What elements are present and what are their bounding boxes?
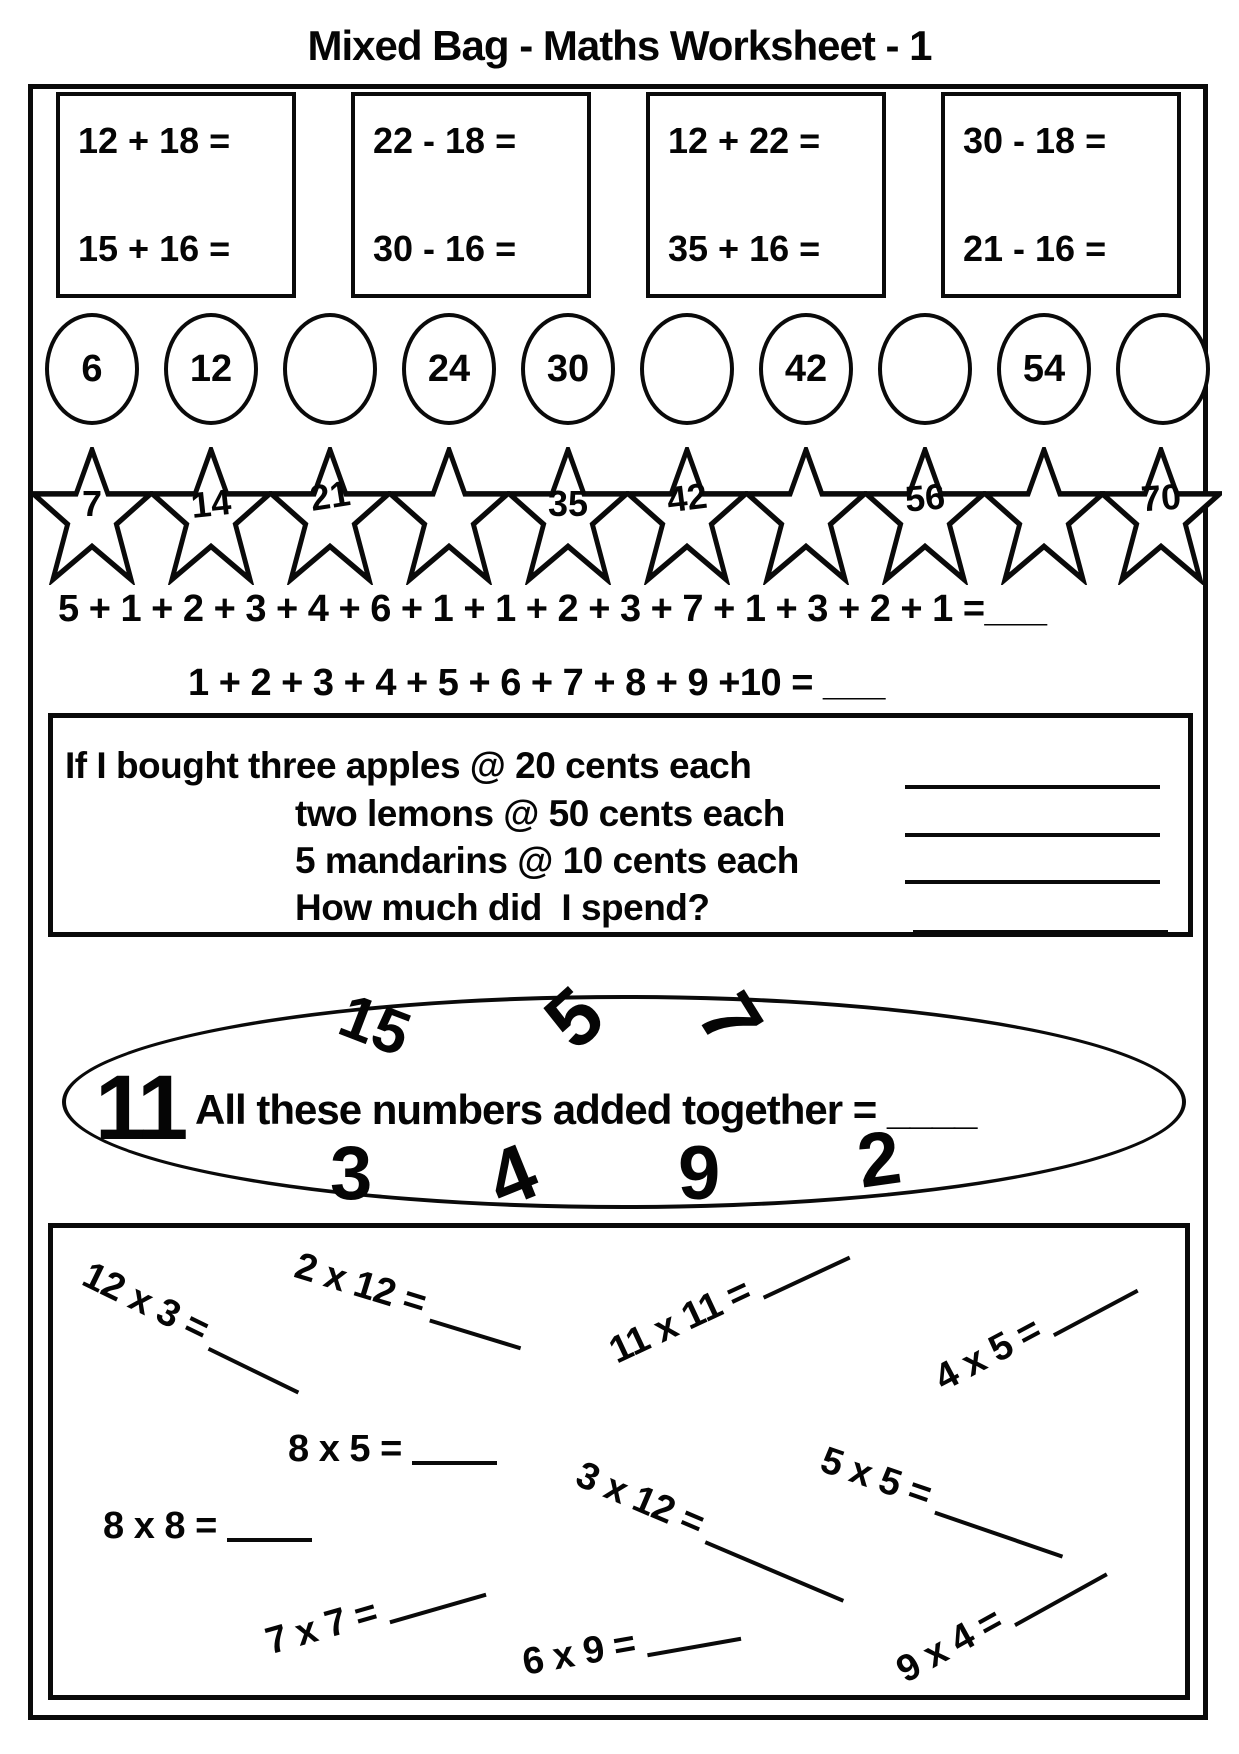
circle-number: 6 <box>81 347 103 390</box>
circle-number: 54 <box>1022 347 1066 390</box>
star-number: 35 <box>547 483 589 524</box>
math-problem: 12 + 22 = <box>668 120 821 161</box>
star-number: 56 <box>903 475 947 520</box>
number-circle <box>521 313 615 425</box>
multiplication-problem <box>288 1428 497 1471</box>
worksheet-title: Mixed Bag - Maths Worksheet - 1 <box>307 22 932 69</box>
number-circle <box>283 313 377 425</box>
math-problem: 15 + 16 = <box>78 228 231 269</box>
number-circle <box>402 313 496 425</box>
addition-box <box>56 92 296 298</box>
oval-number: 5 <box>527 969 621 1066</box>
multiplication-label: 8 x 5 = <box>288 1428 402 1470</box>
multiplication-label: 3 x 12 = <box>569 1453 711 1545</box>
word-problem-line: two lemons @ 50 cents each <box>295 793 785 834</box>
number-circle <box>640 313 734 425</box>
word-problem-line: 5 mandarins @ 10 cents each <box>295 840 799 881</box>
circle-number: 42 <box>784 347 828 390</box>
circle-number: 24 <box>427 347 471 390</box>
multiplication-label: 4 x 5 = <box>927 1309 1049 1400</box>
oval-number: 7 <box>681 977 781 1063</box>
addition-box <box>941 92 1181 298</box>
number-star <box>388 447 510 585</box>
math-problem: 22 - 18 = <box>373 120 517 161</box>
multiplication-label: 5 x 5 = <box>815 1439 937 1516</box>
number-star <box>150 447 272 585</box>
word-problem-line: If I bought three apples @ 20 cents each <box>65 745 752 786</box>
number-circle <box>164 313 258 425</box>
sum-problem-line-2: 1 + 2 + 3 + 4 + 5 + 6 + 7 + 8 + 9 +10 = ___ <box>188 662 885 704</box>
addition-box <box>646 92 886 298</box>
word-problem-line: How much did I spend? <box>295 887 710 928</box>
star-icon <box>745 447 867 585</box>
oval-number: 9 <box>678 1131 721 1216</box>
answer-blank-line <box>913 930 1168 934</box>
multiplication-label: 9 x 4 = <box>889 1599 1010 1692</box>
number-star <box>31 447 153 585</box>
oval-number: 11 <box>95 1057 185 1159</box>
oval-prompt-text: All these numbers added together = <box>195 1086 877 1133</box>
oval-number: 2 <box>852 1114 906 1205</box>
answer-blank-line <box>905 833 1160 837</box>
multiplication-label: 6 x 9 = <box>519 1622 639 1684</box>
number-circle <box>45 313 139 425</box>
star-icon <box>388 447 510 585</box>
star-number: 14 <box>188 481 233 526</box>
star-number: 7 <box>81 483 103 524</box>
multiplication-label: 11 x 11 = <box>602 1270 758 1373</box>
addition-box <box>351 92 591 298</box>
number-star <box>983 447 1105 585</box>
multiplication-label: 7 x 7 = <box>261 1591 383 1664</box>
star-icon <box>983 447 1105 585</box>
answer-blank-line <box>905 880 1160 884</box>
number-star <box>864 447 986 585</box>
answer-blank-line <box>905 785 1160 789</box>
answer-blank: ____ <box>886 1086 977 1133</box>
answer-blank-line <box>412 1435 497 1465</box>
oval-number: 3 <box>330 1131 373 1216</box>
multiplication-label: 2 x 12 = <box>290 1244 431 1325</box>
number-circle <box>997 313 1091 425</box>
star-number: 21 <box>306 472 353 519</box>
number-circle <box>759 313 853 425</box>
multiplication-label: 8 x 8 = <box>103 1505 217 1547</box>
answer-blank-line <box>227 1512 312 1542</box>
circle-number: 30 <box>546 347 590 390</box>
multiplication-label: 12 x 3 = <box>76 1254 216 1351</box>
star-number: 42 <box>664 474 710 521</box>
number-star <box>269 447 391 585</box>
number-star <box>626 447 748 585</box>
math-problem: 21 - 16 = <box>963 228 1107 269</box>
number-star <box>507 447 629 585</box>
math-problem: 35 + 16 = <box>668 228 821 269</box>
number-circle <box>878 313 972 425</box>
star-number: 70 <box>1139 475 1183 520</box>
math-problem: 30 - 16 = <box>373 228 517 269</box>
oval-number: 4 <box>474 1125 550 1226</box>
number-star <box>745 447 867 585</box>
number-circle <box>1116 313 1210 425</box>
number-star <box>1100 447 1222 585</box>
multiplication-problem <box>103 1505 312 1548</box>
sum-problem-line-1: 5 + 1 + 2 + 3 + 4 + 6 + 1 + 1 + 2 + 3 + 7 + 1 + 3 + 2 + 1 =___ <box>58 588 1047 630</box>
circle-number: 12 <box>189 347 233 390</box>
math-problem: 30 - 18 = <box>963 120 1107 161</box>
oval-number: 15 <box>330 980 420 1071</box>
math-problem: 12 + 18 = <box>78 120 231 161</box>
